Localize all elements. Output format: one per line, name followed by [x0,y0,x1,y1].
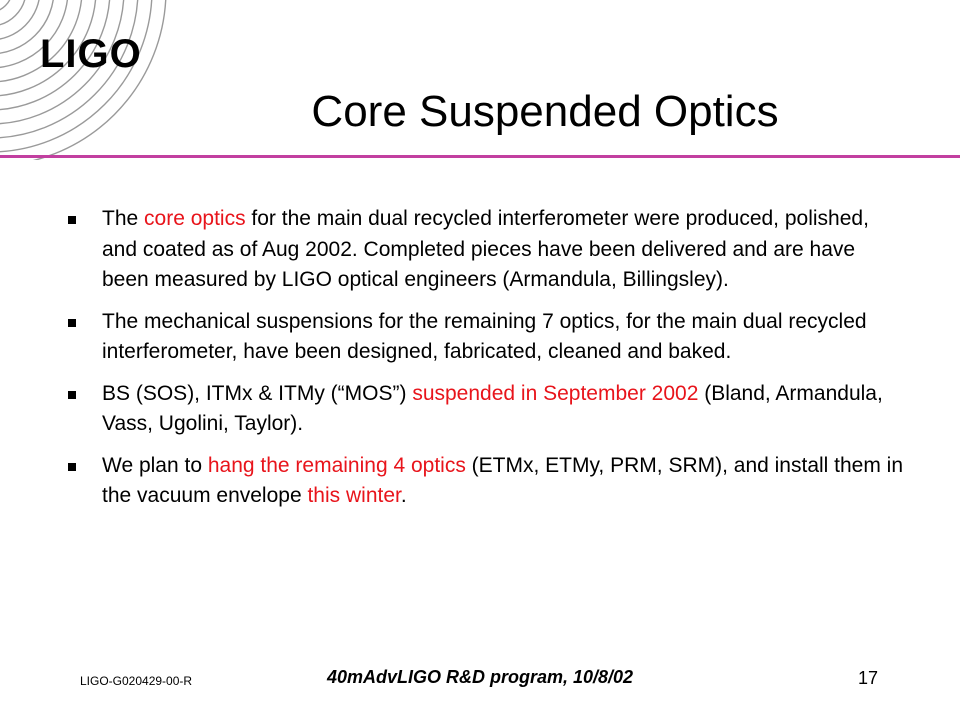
footer-document-id: LIGO-G020429-00-R [80,674,193,688]
slide-title: Core Suspended Optics [311,87,779,136]
bullet-text-part: The [102,207,145,230]
bullet-item-4 [64,451,904,512]
highlighted-text: hang the remaining 4 optics [207,453,466,477]
highlighted-text: suspended in September 2002 [412,381,699,405]
square-bullet-icon [68,463,76,471]
bullet-list [64,204,904,523]
bullet-text-part: (ETMx, ETMy, PRM, SRM), and install them in the vacuum envelope [102,453,904,507]
bullet-text-part: The mechanical suspensions for the remaining 7 optics, for the main dual recycled interferometer, have been designed, fabricated, cleaned and baked. [102,309,867,363]
bullet-text-part: (Bland, Armandula, Vass, Ugolini, Taylor). [102,381,883,435]
bullet-text-part: . [400,484,407,507]
square-bullet-icon [68,391,76,399]
bullet-text [102,382,883,436]
bullet-text-part: We plan to [102,453,208,477]
footer-program: 40mAdvLIGO R&D program, 10/8/02 [326,667,634,687]
bullet-item-1 [64,204,904,296]
title-divider [0,155,960,158]
square-bullet-icon [68,216,76,224]
highlighted-text: core optics [144,207,246,230]
page-number: 17 [858,668,879,688]
bullet-text [102,207,869,291]
highlighted-text: this winter [307,484,401,507]
bullet-text [102,310,867,364]
bullet-item-2 [64,307,904,368]
bullet-text-part: for the main dual recycled interferometer were produced, polished, and coated as of Aug 2002. Completed pieces have been delivered and are have been measured by LIGO optical engineers (Armandula, Billingsley). [102,207,869,291]
bullet-text-part: BS (SOS), ITMx & ITMy (“MOS”) [102,381,413,405]
ligo-logo: LIGO [40,32,142,76]
bullet-item-3 [64,379,904,440]
square-bullet-icon [68,319,76,327]
bullet-text [102,454,903,508]
